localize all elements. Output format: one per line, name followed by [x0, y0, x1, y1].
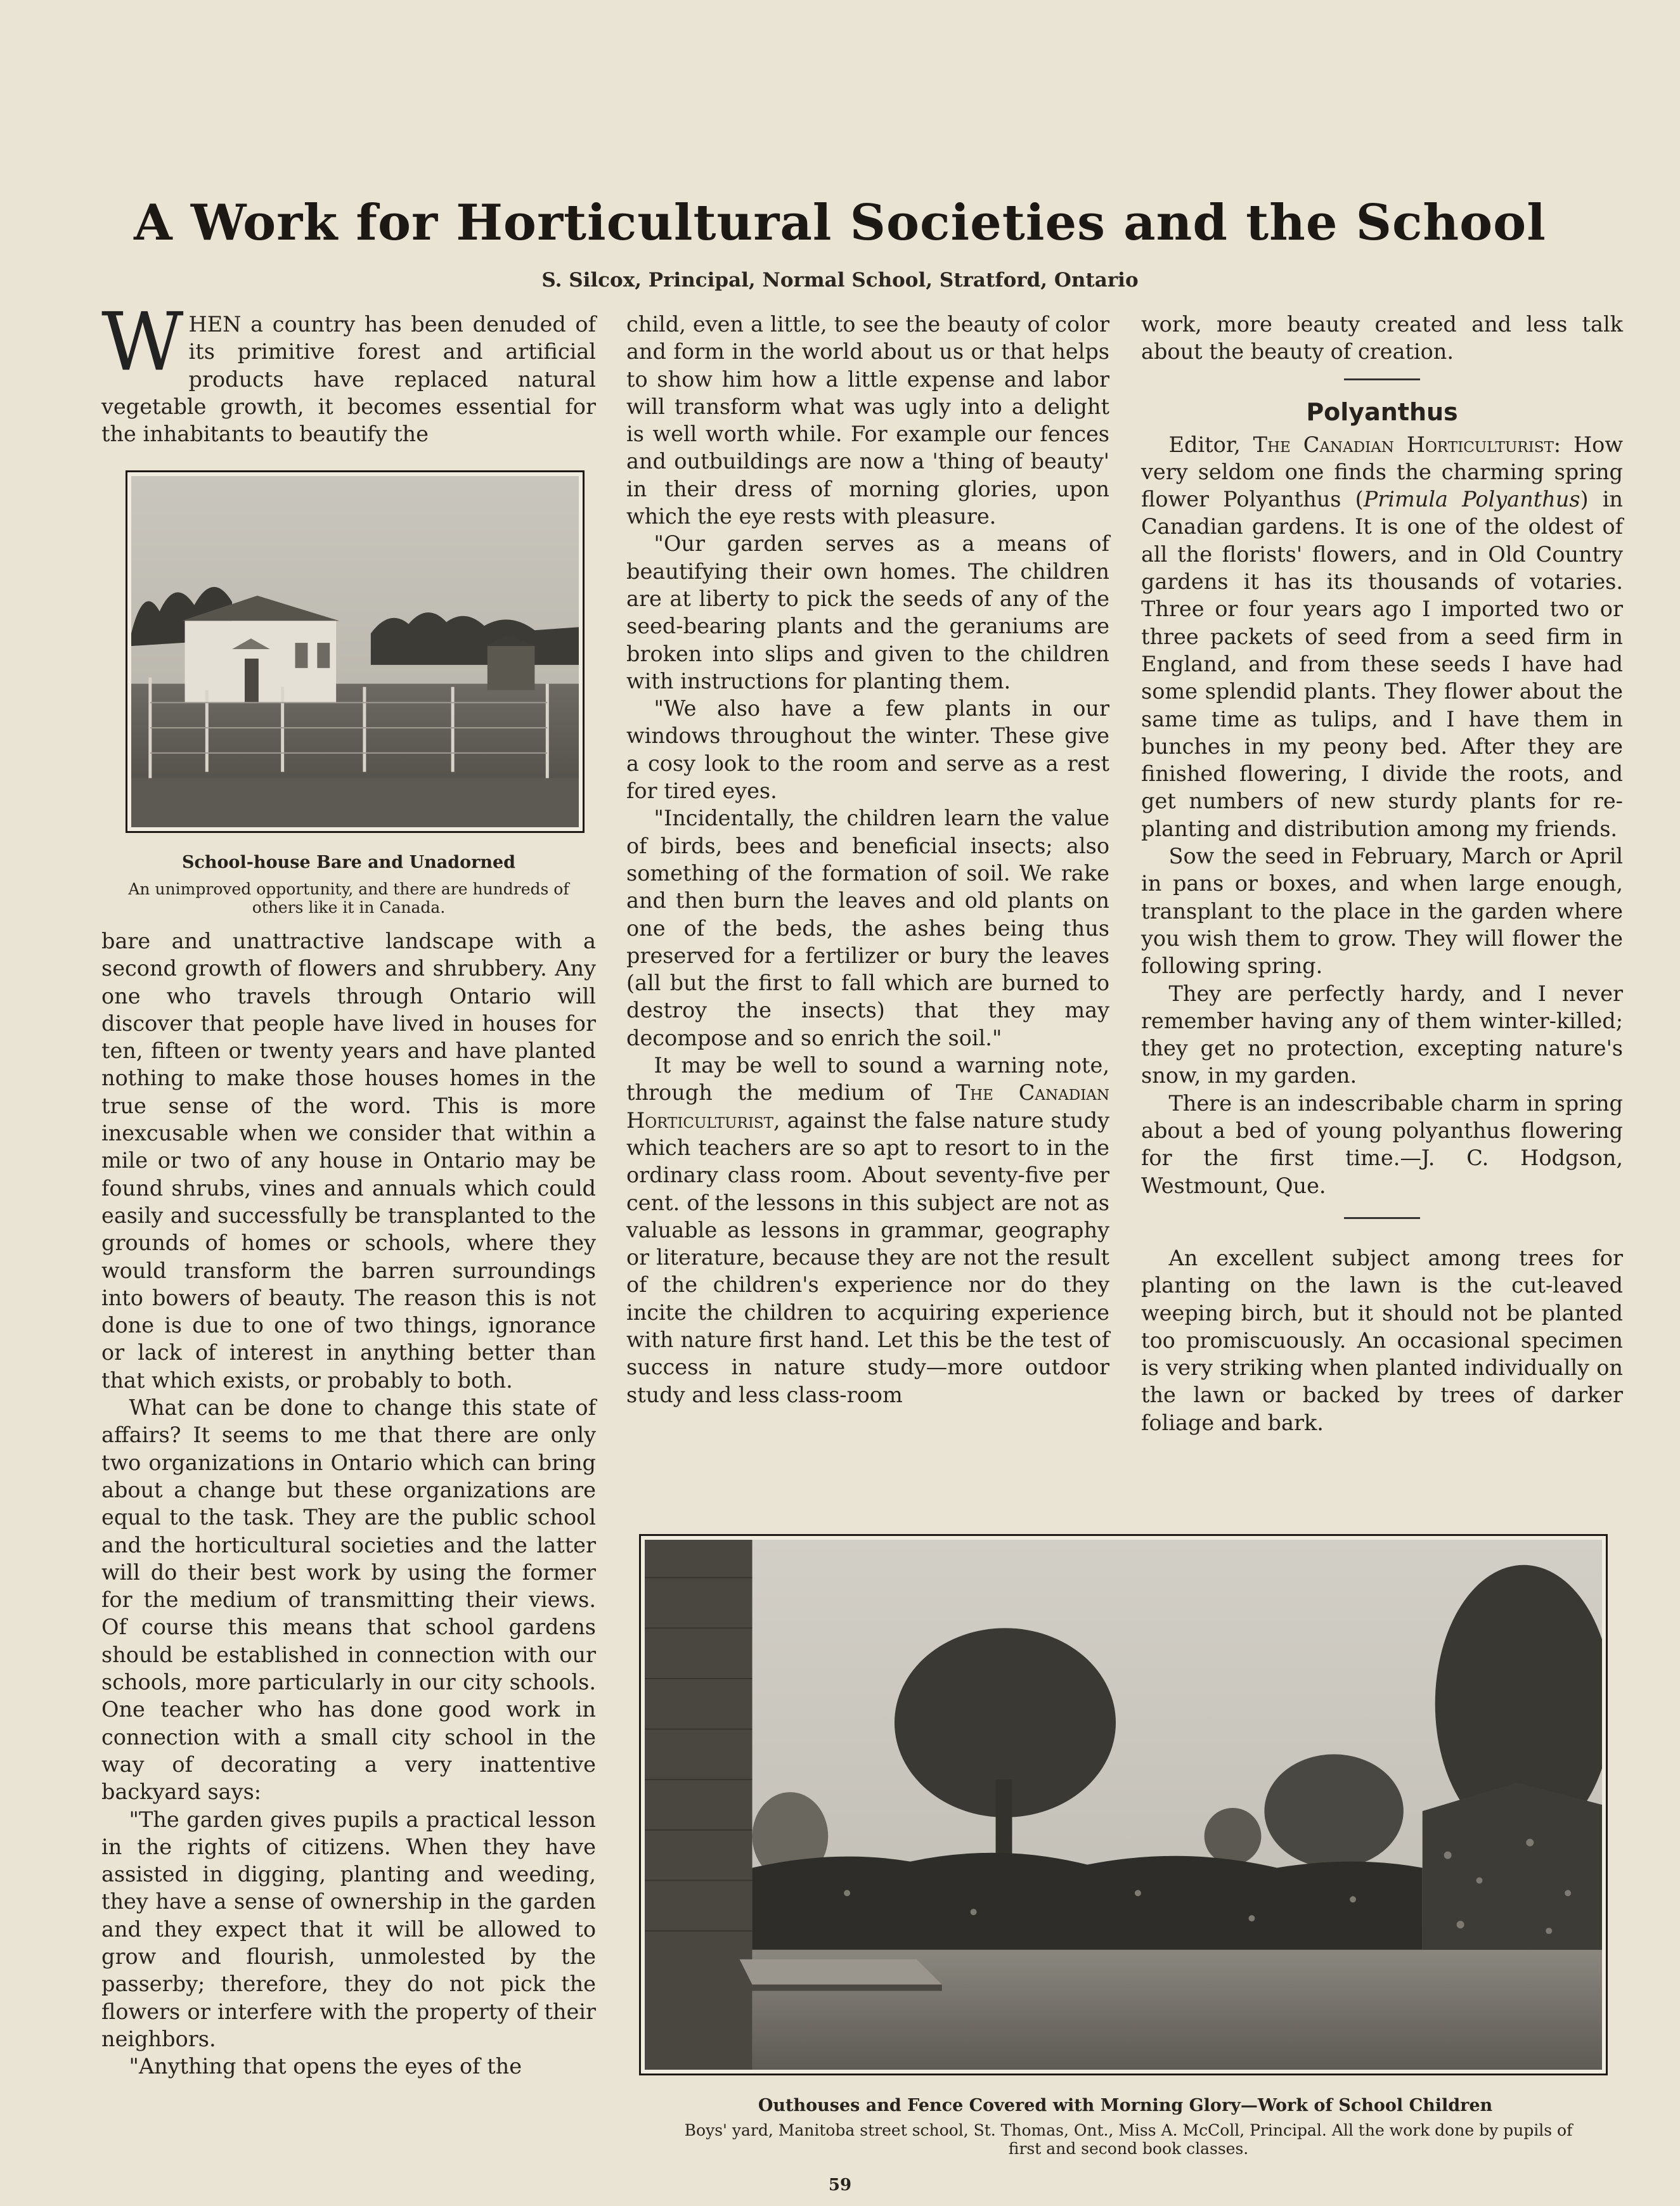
paragraph: work, more beauty created and less talk about the beauty of creation. — [1141, 312, 1623, 364]
paragraph: What can be done to change this state of affairs? It seems to me that there are only two organizations in Ontario which can bring about a change but these organizations are equal to the task. They are the public school and the horticultural societies and the latter will do their best work by using the former for the medium of transmitting their views. Of course this means that school gardens should be established in connection with our schools, more particularly in our city schools. One teacher who has done good work in connection with a small city school in the way of decorating a very inattentive backyard says: — [101, 1395, 596, 1805]
schoolhouse-photo — [126, 470, 585, 833]
section-divider — [1344, 1217, 1420, 1219]
article-title: A Work for Horticultural Societies and the School — [134, 194, 1546, 252]
figure-1-caption-title: School-house Bare and Unadorned — [181, 853, 516, 872]
quote-paragraph: "The garden gives pupils a practical lesson in the rights of citizens. When they have assisted in digging, planting and weeding, they have a sense of ownership in the garden and they expect that it will be allowed to grow and flourish, unmolested by the passerby; therefore, they do not pick the flowers or interfere with the property of their neighbors. — [101, 1807, 596, 2051]
quote-paragraph: "Anything that opens the eyes of the — [129, 2054, 522, 2079]
figure-2-caption-text: Boys' yard, Manitoba street school, St. Thomas, Ont., Miss A. McColl, Principal. All the work done by pupils of first and second book classes. — [684, 2121, 1573, 2158]
quote-paragraph: "We also have a few plants in our windows throughout the winter. These give a cosy look to the room and serve as a rest for tired eyes. — [626, 696, 1109, 804]
birch-paragraph: An excellent subject among trees for planting on the lawn is the cut-leaved weeping birch, but it should not be planted too promiscuously. An occasional specimen is very striking when planted individually on the lawn or backed by trees of darker foliage and bark. — [1141, 1245, 1623, 1435]
latin-name: Primula Polyanthus — [1363, 487, 1580, 512]
text-run: Editor, — [1168, 432, 1253, 457]
opening-paragraph — [101, 295, 596, 448]
schoolhouse-photo-image — [131, 476, 579, 827]
column-1-top — [101, 295, 596, 448]
magazine-name: The Canadian Horticulturist — [626, 1080, 1110, 1133]
quote-paragraph: "Incidentally, the children learn the value of birds, bees and beneficial insects; also something of the formation of soil. We rake and then burn the leaves and old plants on one of the beds, the ashes being thus preserved for a fertilizer or bury the leaves (all but the first to fall which are burned to destroy the insects) that they may decompose and so enrich the soil." — [626, 806, 1109, 1050]
morning-glory-photo — [639, 1534, 1608, 2075]
figure-1-caption-text: An unimproved opportunity, and there are hundreds of others like it in Canada. — [128, 880, 569, 917]
paragraph: bare and unattractive landscape with a second growth of flowers and shrubbery. Any one who travels through Ontario will discover that people have lived in houses for ten, fifteen or twenty years and have planted nothing to make those houses homes in the true sense of the word. This is more inexcusable when we consider that within a mile or two of any house in Ontario may be found shrubs, vines and annuals which could easily and successfully be transplanted to the grounds of homes or schools, where they would transform the barren surroundings into bowers of beauty. The reason this is not done is due to one of two things, ignorance or lack of interest in anything better than that which exists, or probably to both. — [101, 929, 596, 1393]
paragraph — [1141, 431, 1623, 842]
figure-2-caption-title: Outhouses and Fence Covered with Morning Glory—Work of School Children — [758, 2096, 1493, 2115]
column-2 — [626, 311, 1109, 1409]
paragraph — [626, 1052, 1109, 1409]
column-1-bottom — [101, 927, 596, 2080]
page-number: 59 — [828, 2176, 852, 2195]
paragraph: child, even a little, to see the beauty of color and form in the world about us or that helps to show him how a little expense and labor will transform what was ugly into a delight is well worth while. For example our fences and outbuildings are now a 'thing of beauty' in their dress of morning glories, upon which the eye rests with pleasure. — [626, 312, 1109, 529]
column-3 — [1141, 311, 1623, 1436]
paragraph: Sow the seed in February, March or April in pans or boxes, and when large enough, transplant to the place in the garden where you wish them to grow. They will flower the following spring. — [1141, 844, 1623, 979]
text-run: : How very seldom one finds the charming spring flower Polyanthus ( — [1141, 432, 1623, 512]
paragraph: They are perfectly hardy, and I never remember having any of them winter-killed; they get no protection, excepting nature's snow, in my garden. — [1141, 981, 1623, 1088]
opening-text: HEN a country has been denuded of its primitive forest and artificial products have replaced natural vegetable growth, it becomes essential for the inhabitants to beautify the — [101, 312, 596, 447]
morning-glory-photo-image — [645, 1540, 1602, 2070]
paragraph: There is an indescribable charm in spring about a bed of young polyanthus flowering for the first time.—J. C. Hodgson, Westmount, Que. — [1141, 1090, 1623, 1198]
quote-paragraph: "Our garden serves as a means of beautifying their own homes. The children are at liberty to pick the seeds of any of the seed-bearing plants and the geraniums are broken into slips and given to the children with instructions for planting them. — [626, 531, 1109, 693]
text-run: , against the false nature study which teachers are so apt to resort to in the ordinary class room. About seventy-five per cent. of the lessons in this subject are not as valuable as lessons in grammar, geography or literature, because they are not the result of the children's experience nor do they incite the children to acquiring experience with nature first hand. Let this be the test of success in nature study—more outdoor study and less class-room — [626, 1107, 1109, 1407]
magazine-name: The Canadian Horticulturist — [1253, 432, 1554, 457]
drop-cap: W — [101, 295, 184, 389]
text-run: It may be well to sound a warning note, through the medium of — [626, 1053, 1109, 1106]
polyanthus-heading: Polyanthus — [1306, 397, 1458, 426]
section-divider — [1344, 378, 1420, 380]
article-byline: S. Silcox, Principal, Normal School, Stratford, Ontario — [541, 269, 1139, 292]
text-run: ) in Canadian gardens. It is one of the oldest of all the florists' flowers, and in Old Country gardens it has its thousands of votaries. Three or four years ago I imported two or three packets of seed from a seed firm in England, and from these seeds I have had some splendid plants. They flower about the same time as tulips, and I have them in bunches in my peony bed. After they are finished flowering, I divide the roots, and get numbers of new sturdy plants for re-planting and distribution among my friends. — [1141, 487, 1623, 841]
